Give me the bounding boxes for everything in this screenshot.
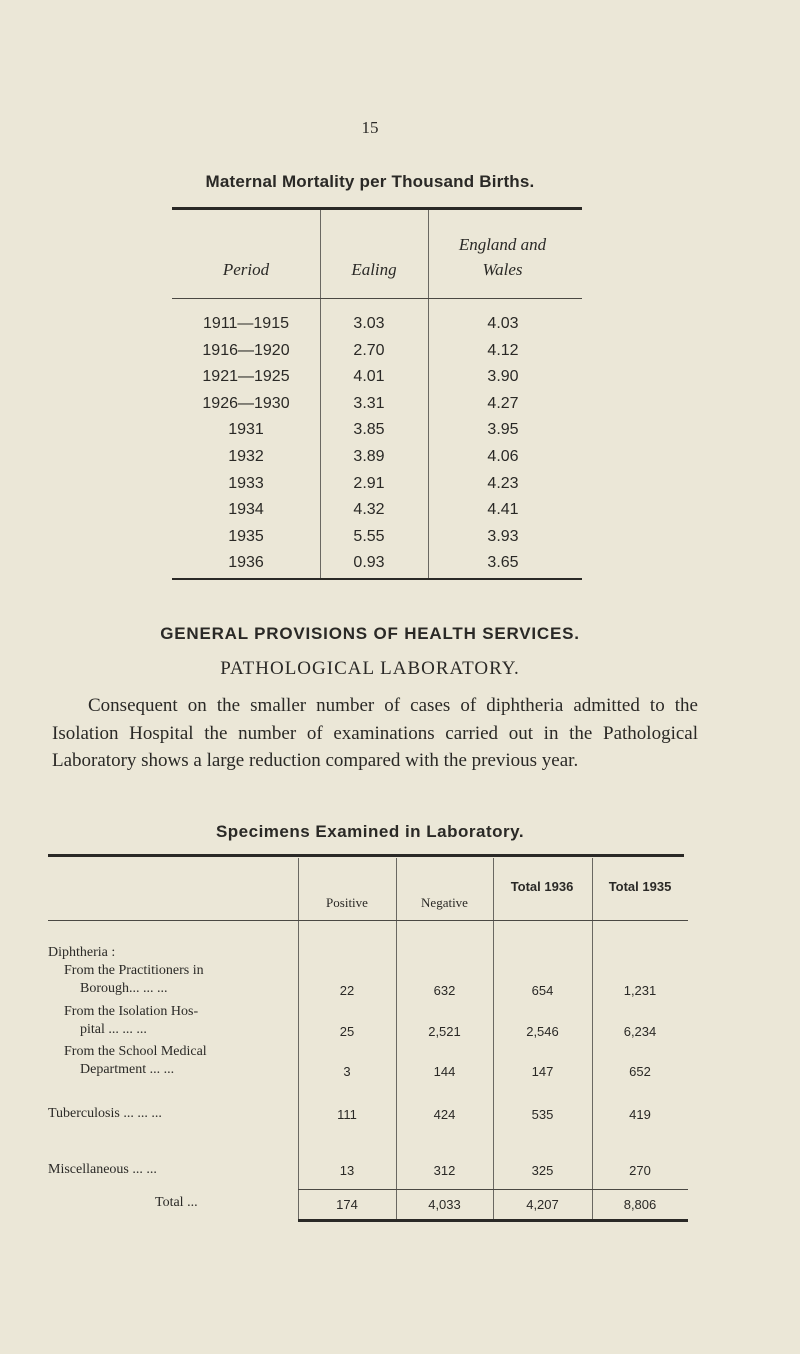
cell-total1936: 535	[531, 1107, 554, 1122]
cell-england-wales: 3.65	[487, 554, 519, 572]
table-top-rule	[48, 854, 684, 857]
page-number: 15	[361, 118, 379, 137]
cell-ealing: 0.93	[353, 554, 385, 572]
cell-total1935: 6,234	[623, 1024, 657, 1039]
cell-ealing: 3.03	[353, 315, 385, 332]
cell-ealing: 5.55	[353, 527, 385, 545]
row-label: Borough... ... ...	[80, 981, 168, 996]
cell-period: 1911—1915	[203, 315, 289, 332]
cell-period: 1931	[228, 421, 264, 439]
cell-total1935: 652	[629, 1064, 651, 1079]
row-label-line1: From the Practitioners in	[64, 963, 204, 978]
specimens-title: Specimens Examined in Laboratory.	[215, 822, 525, 841]
cell-ealing: 2.91	[353, 474, 385, 492]
cell-total1936: 325	[531, 1163, 554, 1178]
header-negative: Negative	[421, 895, 468, 910]
body-paragraph: Consequent on the smaller number of cases of diphtheria admitted to the Isolation Hospital the number of examinations carried out in the Pathological Laboratory shows a large reduction compared with the previous year.	[52, 695, 698, 771]
header-ealing: Ealing	[351, 260, 397, 279]
cell-positive: 13	[339, 1163, 355, 1178]
row-label: Miscellaneous ... ...	[48, 1162, 157, 1177]
cell-england-wales: 4.12	[487, 341, 519, 359]
cell-england-wales: 4.06	[487, 448, 519, 465]
cell-total1935: 1,231	[623, 983, 657, 998]
cell-negative: 312	[433, 1163, 456, 1178]
cell-period: 1921—1925	[202, 368, 290, 386]
cell-england-wales: 3.90	[487, 368, 519, 386]
cell-period: 1932	[228, 448, 264, 465]
cell-total1936: 654	[531, 983, 554, 998]
cell-ealing: 3.89	[353, 448, 385, 465]
cell-period: 1935	[228, 527, 264, 545]
header-period: Period	[222, 260, 270, 279]
diphtheria-label: Diphtheria :	[48, 945, 116, 960]
table-top-rule	[172, 207, 582, 210]
cell-england-wales: 3.93	[487, 527, 519, 545]
cell-period: 1916—1920	[202, 341, 290, 359]
table-bottom-rule	[298, 1219, 688, 1222]
total-total-1936: 4,207	[526, 1197, 559, 1212]
cell-ealing: 3.31	[353, 394, 385, 412]
cell-period: 1926—1930	[202, 394, 290, 412]
cell-positive: 3	[343, 1064, 351, 1079]
total-label: Total ...	[155, 1195, 198, 1210]
cell-negative: 144	[433, 1064, 456, 1079]
row-label: Tuberculosis ... ... ...	[48, 1106, 162, 1121]
cell-total1936: 147	[531, 1064, 554, 1079]
cell-england-wales: 4.41	[487, 501, 519, 519]
section-heading: GENERAL PROVISIONS OF HEALTH SERVICES.	[160, 624, 580, 643]
cell-england-wales: 4.03	[487, 315, 519, 332]
cell-negative: 424	[433, 1107, 456, 1122]
row-label: pital ... ... ...	[80, 1022, 147, 1037]
total-positive: 174	[336, 1197, 358, 1212]
table-bottom-rule	[172, 578, 582, 580]
cell-positive: 111	[337, 1107, 357, 1122]
header-england-wales: England and Wales	[458, 235, 547, 279]
cell-england-wales: 3.95	[487, 421, 519, 439]
subheading: PATHOLOGICAL LABORATORY.	[220, 658, 520, 679]
header-total-1936: Total 1936	[510, 879, 574, 894]
header-rule	[48, 920, 688, 921]
header-total-1935: Total 1935	[608, 879, 672, 894]
header-positive: Positive	[326, 895, 368, 910]
header-rule	[172, 298, 582, 299]
cell-positive: 22	[339, 983, 355, 998]
cell-ealing: 3.85	[353, 421, 385, 439]
cell-ealing: 4.01	[353, 368, 385, 386]
maternal-mortality-table	[0, 0, 800, 600]
cell-total1935: 270	[629, 1163, 651, 1178]
cell-positive: 25	[339, 1024, 355, 1039]
row-label-line1: From the School Medical	[64, 1044, 207, 1059]
cell-total1935: 419	[629, 1107, 651, 1122]
cell-negative: 632	[433, 983, 456, 998]
total-total-1935: 8,806	[623, 1197, 657, 1212]
cell-period: 1933	[228, 474, 264, 492]
total-rule	[298, 1189, 688, 1190]
cell-england-wales: 4.27	[487, 394, 519, 412]
row-label: Department ... ...	[80, 1062, 175, 1077]
total-negative: 4,033	[428, 1197, 461, 1212]
cell-england-wales: 4.23	[487, 474, 519, 492]
cell-period: 1934	[228, 501, 264, 519]
cell-total1936: 2,546	[526, 1024, 559, 1039]
row-label-line1: From the Isolation Hos-	[64, 1004, 199, 1019]
cell-period: 1936	[228, 554, 264, 572]
cell-ealing: 4.32	[353, 501, 385, 519]
cell-negative: 2,521	[428, 1024, 461, 1039]
maternal-mortality-title: Maternal Mortality per Thousand Births.	[205, 172, 535, 191]
cell-ealing: 2.70	[353, 341, 385, 359]
